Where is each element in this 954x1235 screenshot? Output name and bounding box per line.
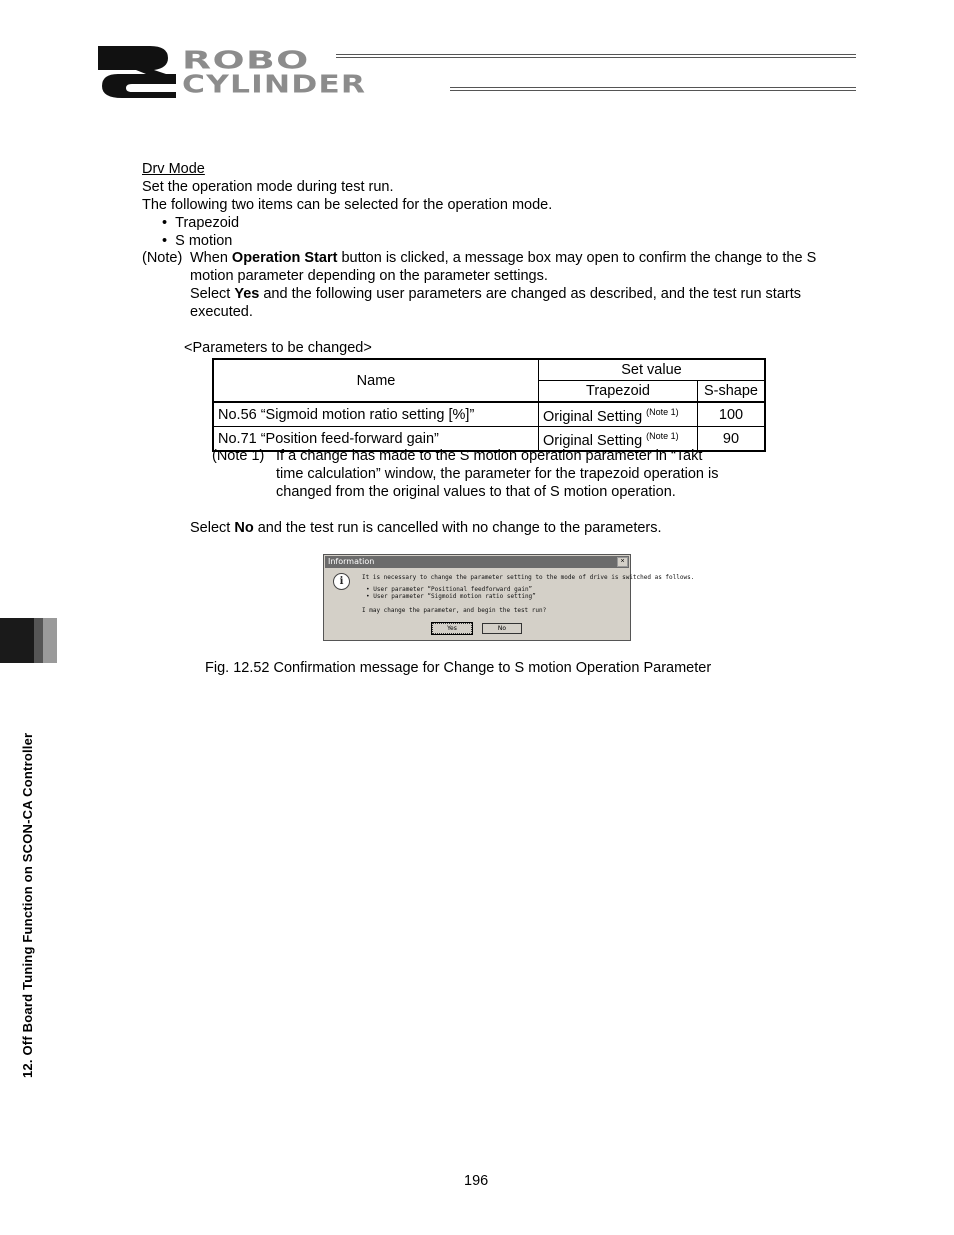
bullet-item: • Trapezoid <box>162 215 240 231</box>
chapter-side-label: 12. Off Board Tuning Function on SCON-CA Controller <box>20 732 35 1078</box>
logo-cylinder-text: CYLINDER <box>182 69 367 99</box>
note-line-3 <box>190 285 801 303</box>
header-s-shape: S-shape <box>698 381 766 403</box>
row-note-ref: (Note 1) <box>646 431 679 441</box>
select-no-text: and the test run is cancelled with no change to the parameters. <box>253 520 662 536</box>
page-number: 196 <box>464 1173 489 1189</box>
note1-line-2: time calculation” window, the parameter for the trapezoid operation is <box>276 466 719 482</box>
close-icon[interactable]: × <box>617 557 628 567</box>
rc-logo-icon <box>96 44 178 100</box>
chapter-tab-mid <box>34 618 43 663</box>
dialog-message-line-2: • User parameter “Positional feedforward gain” <box>366 586 533 593</box>
no-term: No <box>234 520 254 536</box>
section-line-1: Set the operation mode during test run. <box>142 179 394 195</box>
header-rule-bottom-1 <box>450 87 856 88</box>
select-no-line <box>190 519 662 537</box>
row-name: No.56 “Sigmoid motion ratio setting [%]” <box>213 402 539 427</box>
table-header-row <box>213 359 765 381</box>
note1-line-3: changed from the original values to that of S motion operation. <box>276 484 676 500</box>
note-line-2: motion parameter depending on the parameter settings. <box>190 268 548 284</box>
note-label: (Note) <box>142 250 183 266</box>
logo-robo-text: ROBO <box>182 45 310 75</box>
section-line-2: The following two items can be selected for the operation mode. <box>142 197 553 213</box>
info-icon: i <box>333 573 350 590</box>
section-title: Drv Mode <box>142 161 205 177</box>
dialog-message-line-4: I may change the parameter, and begin the test run? <box>362 607 547 614</box>
chapter-tab-dark <box>0 618 34 663</box>
note1-line-1: If a change has made to the S motion operation parameter in “Takt <box>276 448 703 464</box>
header-name: Name <box>213 359 539 402</box>
header-rule-bottom-2 <box>450 90 856 91</box>
dialog-message-line-3: • User parameter “Sigmoid motion ratio setting” <box>366 593 536 600</box>
row-name: No.71 “Position feed-forward gain” <box>213 427 539 452</box>
row-s-shape: 90 <box>698 427 766 452</box>
table-row <box>213 402 765 427</box>
dialog-message-line-1: It is necessary to change the parameter setting to the mode of drive is switched as follows. <box>362 574 695 581</box>
note-text: and the following user parameters are changed as described, and the test run starts <box>259 286 801 302</box>
select-no-text: Select <box>190 520 235 536</box>
bullet-item: • S motion <box>162 233 233 249</box>
information-dialog <box>323 554 695 641</box>
header-trapezoid: Trapezoid <box>539 381 698 403</box>
dialog-title: Information <box>325 556 629 568</box>
row-s-shape: 100 <box>698 402 766 427</box>
note-line-1 <box>190 249 816 267</box>
header-rule-top-2 <box>336 57 856 58</box>
note1-label: (Note 1) <box>212 448 265 464</box>
row-trapezoid-value: Original Setting <box>543 409 643 425</box>
figure-caption: Fig. 12.52 Confirmation message for Change to S motion Operation Parameter <box>205 660 712 676</box>
note-text: Select <box>190 286 235 302</box>
row-trapezoid-value: Original Setting <box>543 433 643 449</box>
row-note-ref: (Note 1) <box>646 407 679 417</box>
chapter-tab-light <box>43 618 57 663</box>
bullet-label: Trapezoid <box>175 215 240 231</box>
note-text: When <box>190 250 232 266</box>
yes-term: Yes <box>234 286 260 302</box>
bullet-label: S motion <box>175 233 233 249</box>
note-line-4: executed. <box>190 304 253 320</box>
header-rule-top-1 <box>336 54 856 55</box>
params-caption: <Parameters to be changed> <box>184 340 372 356</box>
yes-button[interactable]: Yes <box>432 623 472 634</box>
no-button[interactable]: No <box>482 623 522 634</box>
note-text: button is clicked, a message box may open to confirm the change to the S <box>337 250 817 266</box>
header-set-value: Set value <box>539 359 766 381</box>
operation-start-term: Operation Start <box>231 250 338 266</box>
parameters-table <box>212 358 766 452</box>
row-trapezoid <box>539 402 698 427</box>
